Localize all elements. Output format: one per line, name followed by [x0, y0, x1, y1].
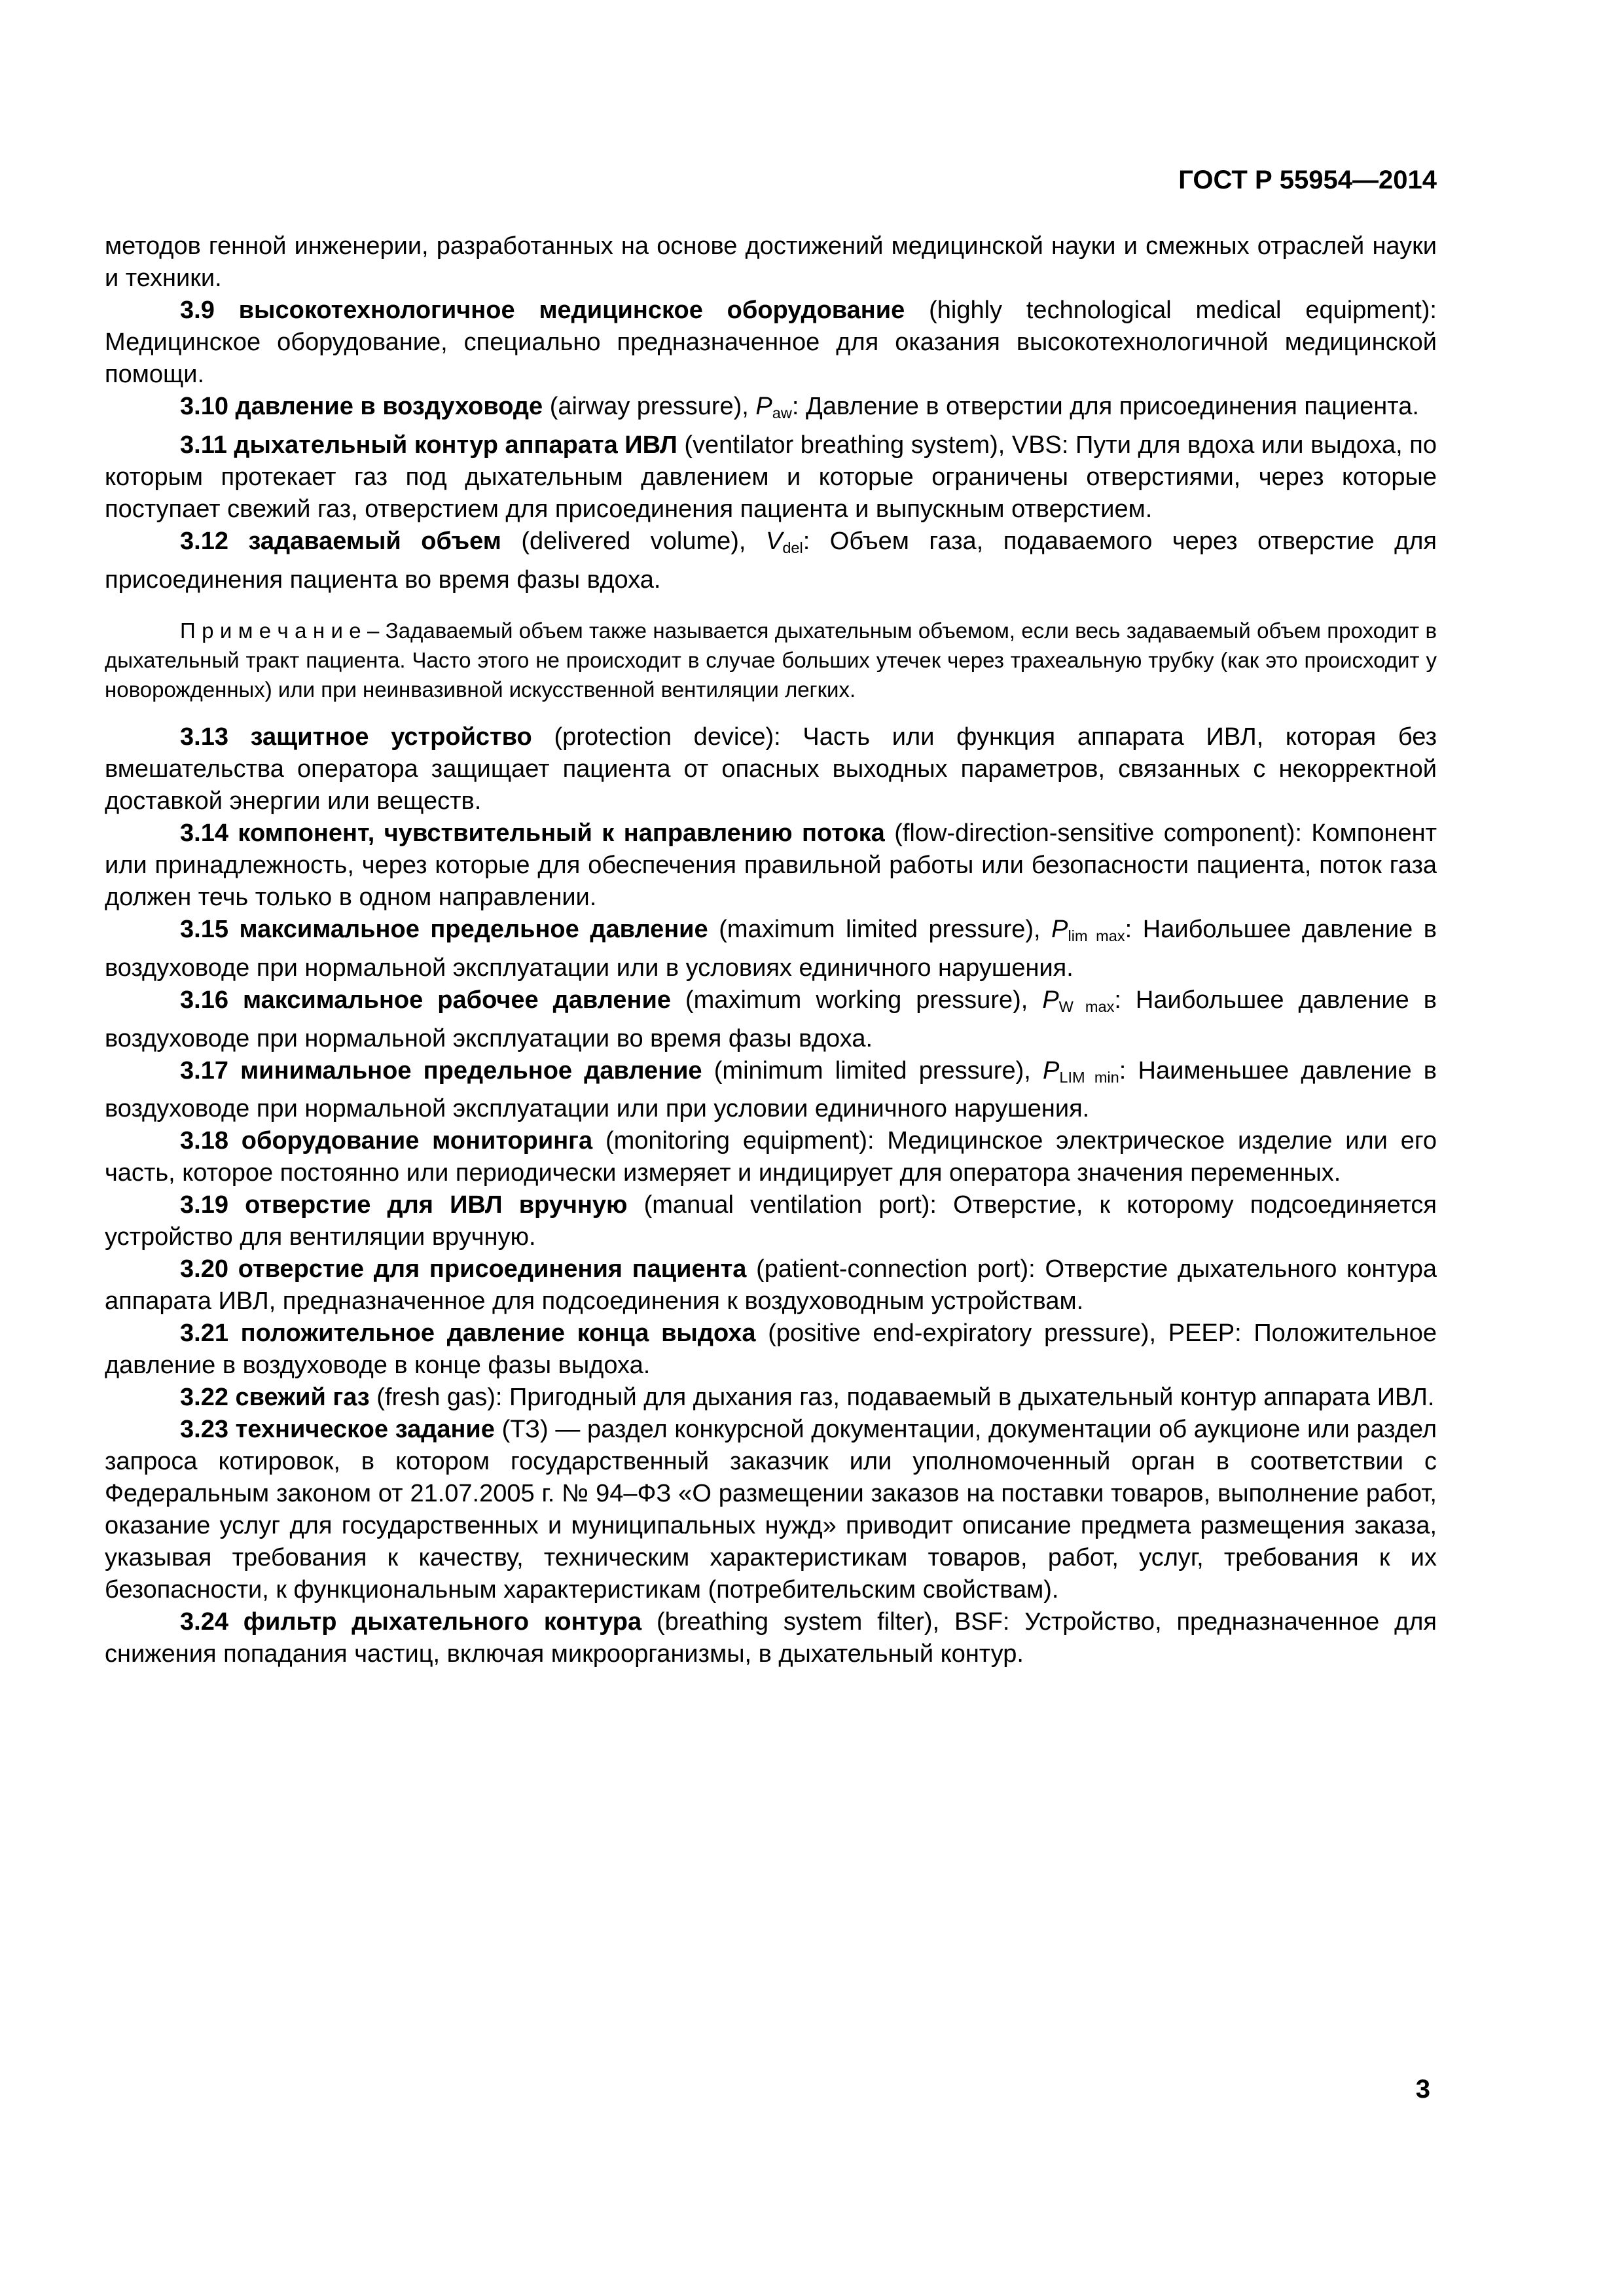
text-run: 3.22 свежий газ: [180, 1384, 370, 1412]
text-run: P: [1042, 986, 1059, 1014]
text-run: 3.24 фильтр дыхательного контура: [180, 1608, 642, 1636]
text-run: (manual ventilation port): Отверстие, к которому подсоединяется устройство для вентиляции вручную.: [105, 1191, 1437, 1251]
term-3-17: [105, 1055, 1437, 1126]
text-run: : Наибольшее давление в воздуховоде при нормальной эксплуатации во время фазы вдоха.: [105, 986, 1437, 1052]
text-run: (ventilator breathing system), VBS: Пути для вдоха или выдоха, по которым протекает газ под дыхательным давлением и которые ограничены отверстиями, через которые поступает свежий газ, отверстием для присоединения пациента и выпускным отверстием.: [105, 431, 1437, 523]
text-run: : Наибольшее давление в воздуховоде при нормальной эксплуатации или в условиях единичного нарушения.: [105, 915, 1437, 982]
text-run: (protection device): Часть или функция аппарата ИВЛ, которая без вмешательства оператора защищает пациента от опасных выходных параметров, связанных с некорректной доставкой энергии или веществ.: [105, 723, 1437, 815]
text-run: (maximum working pressure),: [671, 986, 1043, 1014]
text-run: LIM min: [1059, 1068, 1119, 1086]
text-run: P: [755, 393, 772, 420]
text-run: 3.16 максимальное рабочее давление: [180, 986, 671, 1014]
document-body: [105, 230, 1437, 1670]
term-3-21: [105, 1318, 1437, 1382]
text-run: (airway pressure),: [543, 393, 756, 420]
text-run: 3.9 высокотехнологичное медицинское оборудование: [180, 296, 905, 324]
text-run: lim max: [1068, 927, 1125, 944]
text-run: (ТЗ) — раздел конкурсной документации, документации об аукционе или раздел запроса котировок, в котором государственный заказчик или уполномоченный орган в соответствии с Федеральным законом от 21.07.2005 г. № 94–ФЗ «О размещении заказов на поставки товаров, выполнение работ, оказание услуг для государственных и муниципальных нужд» приводит описание предмета размещения заказа, указывая требования к качеству, техническим характеристикам товаров, работ, услуг, требования к их безопасности, к функциональным характеристикам (потребительским свойствам).: [105, 1416, 1437, 1604]
term-3-9: [105, 295, 1437, 391]
text-run: П р и м е ч а н и е – Задаваемый объем также называется дыхательным объемом, если весь задаваемый объем проходит в дыхательный тракт пациента. Часто этого не происходит в случае больших утечек через трахеальную трубку (как это происходит у новорожденных) или при неинвазивной искусственной вентиляции легких.: [105, 618, 1437, 702]
text-run: (highly technological medical equipment): Медицинское оборудование, специально предназначенное для оказания высокотехнологичной медицинской помощи.: [105, 296, 1437, 388]
text-run: aw: [772, 404, 792, 422]
text-run: 3.10 давление в воздуховоде: [180, 393, 543, 420]
text-run: (delivered volume),: [501, 527, 766, 555]
text-run: del: [782, 539, 803, 556]
para-continuation: [105, 230, 1437, 295]
term-3-12: [105, 526, 1437, 596]
text-run: (breathing system filter), BSF: Устройство, предназначенное для снижения попадания частиц, включая микроорганизмы, в дыхательный контур.: [105, 1608, 1437, 1668]
text-run: 3.23 техническое задание: [180, 1416, 495, 1444]
text-run: (flow-direction-sensitive component): Компонент или принадлежность, через которые для обеспечения правильной работы или безопасности пациента, поток газа должен течь только в одном направлении.: [105, 819, 1437, 911]
text-run: P: [1043, 1056, 1060, 1085]
text-run: 3.20 отверстие для присоединения пациента: [180, 1255, 747, 1283]
page-number: 3: [1415, 2075, 1430, 2104]
text-run: (minimum limited pressure),: [702, 1056, 1043, 1085]
term-3-23: [105, 1414, 1437, 1606]
text-run: 3.11 дыхательный контур аппарата ИВЛ: [180, 431, 677, 459]
text-run: (monitoring equipment): Медицинское электрическое изделие или его часть, которое постоянно или периодически измеряет и индицирует для оператора значения переменных.: [105, 1127, 1437, 1187]
text-run: W max: [1058, 997, 1115, 1015]
text-run: : Наименьшее давление в воздуховоде при нормальной эксплуатации или при условии единичного нарушения.: [105, 1056, 1437, 1123]
text-run: : Давление в отверстии для присоединения пациента.: [791, 393, 1419, 420]
term-3-19: [105, 1189, 1437, 1253]
standard-number: ГОСТ Р 55954—2014: [1178, 166, 1437, 194]
text-run: 3.13 защитное устройство: [180, 723, 532, 751]
term-3-22: [105, 1382, 1437, 1414]
term-3-18: [105, 1125, 1437, 1189]
page-header: [105, 166, 1437, 194]
text-run: 3.15 максимальное предельное давление: [180, 915, 708, 943]
text-run: 3.17 минимальное предельное давление: [180, 1056, 702, 1085]
text-run: 3.19 отверстие для ИВЛ вручную: [180, 1191, 628, 1219]
term-3-11: [105, 429, 1437, 526]
term-3-24: [105, 1606, 1437, 1670]
term-3-15: [105, 914, 1437, 984]
text-run: 3.12 задаваемый объем: [180, 527, 501, 555]
term-3-20: [105, 1253, 1437, 1318]
term-3-14: [105, 817, 1437, 914]
term-3-16: [105, 984, 1437, 1055]
text-run: 3.14 компонент, чувствительный к направлению потока: [180, 819, 885, 847]
text-run: методов генной инженерии, разработанных на основе достижений медицинской науки и смежных отраслей науки и техники.: [105, 232, 1437, 292]
text-run: (patient-connection port): Отверстие дыхательного контура аппарата ИВЛ, предназначенное для подсоединения к воздуховодным устройствам.: [105, 1255, 1437, 1316]
note-3-12: [105, 616, 1437, 704]
term-3-13: [105, 721, 1437, 817]
term-3-10: [105, 391, 1437, 429]
text-run: 3.21 положительное давление конца выдоха: [180, 1319, 756, 1348]
text-run: (fresh gas): Пригодный для дыхания газ, подаваемый в дыхательный контур аппарата ИВЛ.: [369, 1384, 1435, 1412]
text-run: (positive end-expiratory pressure), PEEP: Положительное давление в воздуховоде в конце фазы выдоха.: [105, 1319, 1437, 1380]
text-run: P: [1051, 915, 1068, 943]
text-run: 3.18 оборудование мониторинга: [180, 1127, 593, 1155]
text-run: V: [765, 527, 783, 555]
text-run: : Объем газа, подаваемого через отверстие для присоединения пациента во время фазы вдоха.: [105, 527, 1437, 594]
text-run: (maximum limited pressure),: [708, 915, 1052, 943]
